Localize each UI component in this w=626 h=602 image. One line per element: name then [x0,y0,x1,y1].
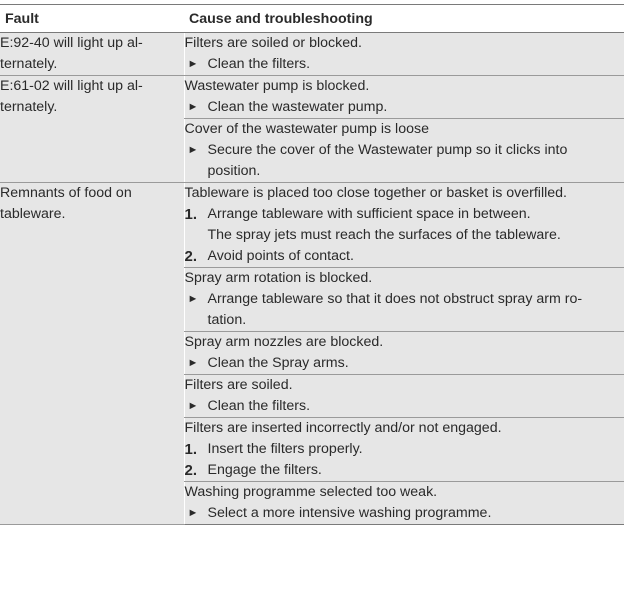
table-header-row [0,5,624,33]
fault-text: tableware. [0,206,66,222]
action-step [185,140,625,182]
arrow-icon: ► [187,144,199,156]
action-step [185,353,625,374]
cause-title: Filters are soiled or blocked. [184,35,362,51]
step-number: 1. [184,206,198,223]
cause-cell [184,418,624,482]
cause-column-header: Cause and troubleshooting [184,5,624,33]
cause-title: Filters are soiled. [184,377,293,393]
table-row [0,183,624,268]
arrow-icon: ► [187,400,199,412]
fault-column-header: Fault [0,5,184,33]
cause-cell [184,375,624,418]
cause-cell [184,482,624,525]
table-body [0,33,624,525]
table-row [0,76,624,119]
action-step [185,54,625,75]
fault-text: ternately. [0,99,58,115]
fault-text: E:61-02 will light up al- [0,78,143,94]
action-step [185,396,625,417]
arrow-icon: ► [187,357,199,369]
cause-title: Cover of the wastewater pump is loose [184,121,429,137]
arrow-icon: ► [187,507,199,519]
step-text: Select a more intensive washing programme. [207,505,492,521]
cause-cell [184,33,624,76]
action-step [185,503,625,524]
step-text: Clean the wastewater pump. [207,99,388,115]
step-text: Engage the filters. [207,462,322,478]
action-step [185,289,625,331]
step-text: Insert the filters properly. [207,441,363,457]
step-text: Clean the Spray arms. [207,355,349,371]
step-number: 2. [184,462,198,479]
numbered-step [185,460,625,481]
step-text: Clean the filters. [207,398,311,414]
arrow-icon: ► [187,293,199,305]
numbered-step [185,246,625,267]
cause-cell [184,268,624,332]
cause-title: Filters are inserted incorrectly and/or not engaged. [184,420,502,436]
step-text: position. [207,163,261,179]
arrow-icon: ► [187,101,199,113]
fault-text: E:92-40 will light up al- [0,35,143,51]
step-text: Arrange tableware so that it does not obstruct spray arm ro- [207,291,583,307]
fault-text: ternately. [0,56,58,72]
step-text: Avoid points of contact. [207,248,354,264]
fault-cell [0,33,184,76]
action-step [185,97,625,118]
fault-cell [0,76,184,183]
table-row [0,33,624,76]
troubleshooting-table [0,4,624,525]
numbered-step [185,204,625,246]
fault-text: Remnants of food on [0,185,132,201]
step-text: tation. [207,312,247,328]
cause-cell [184,76,624,119]
step-text: Secure the cover of the Wastewater pump so it clicks into [207,142,568,158]
cause-title: Washing programme selected too weak. [184,484,438,500]
step-number: 2. [184,248,198,265]
step-text: Clean the filters. [207,56,311,72]
step-text: The spray jets must reach the surfaces of the tableware. [207,227,561,243]
cause-cell [184,332,624,375]
cause-title: Tableware is placed too close together or basket is overfilled. [184,185,567,201]
fault-cell [0,183,184,525]
step-number: 1. [184,441,198,458]
cause-title: Spray arm rotation is blocked. [184,270,373,286]
arrow-icon: ► [187,58,199,70]
cause-title: Spray arm nozzles are blocked. [184,334,384,350]
cause-cell [184,119,624,183]
numbered-step [185,439,625,460]
cause-cell [184,183,624,268]
step-text: Arrange tableware with sufficient space in between. [207,206,531,222]
cause-title: Wastewater pump is blocked. [184,78,370,94]
